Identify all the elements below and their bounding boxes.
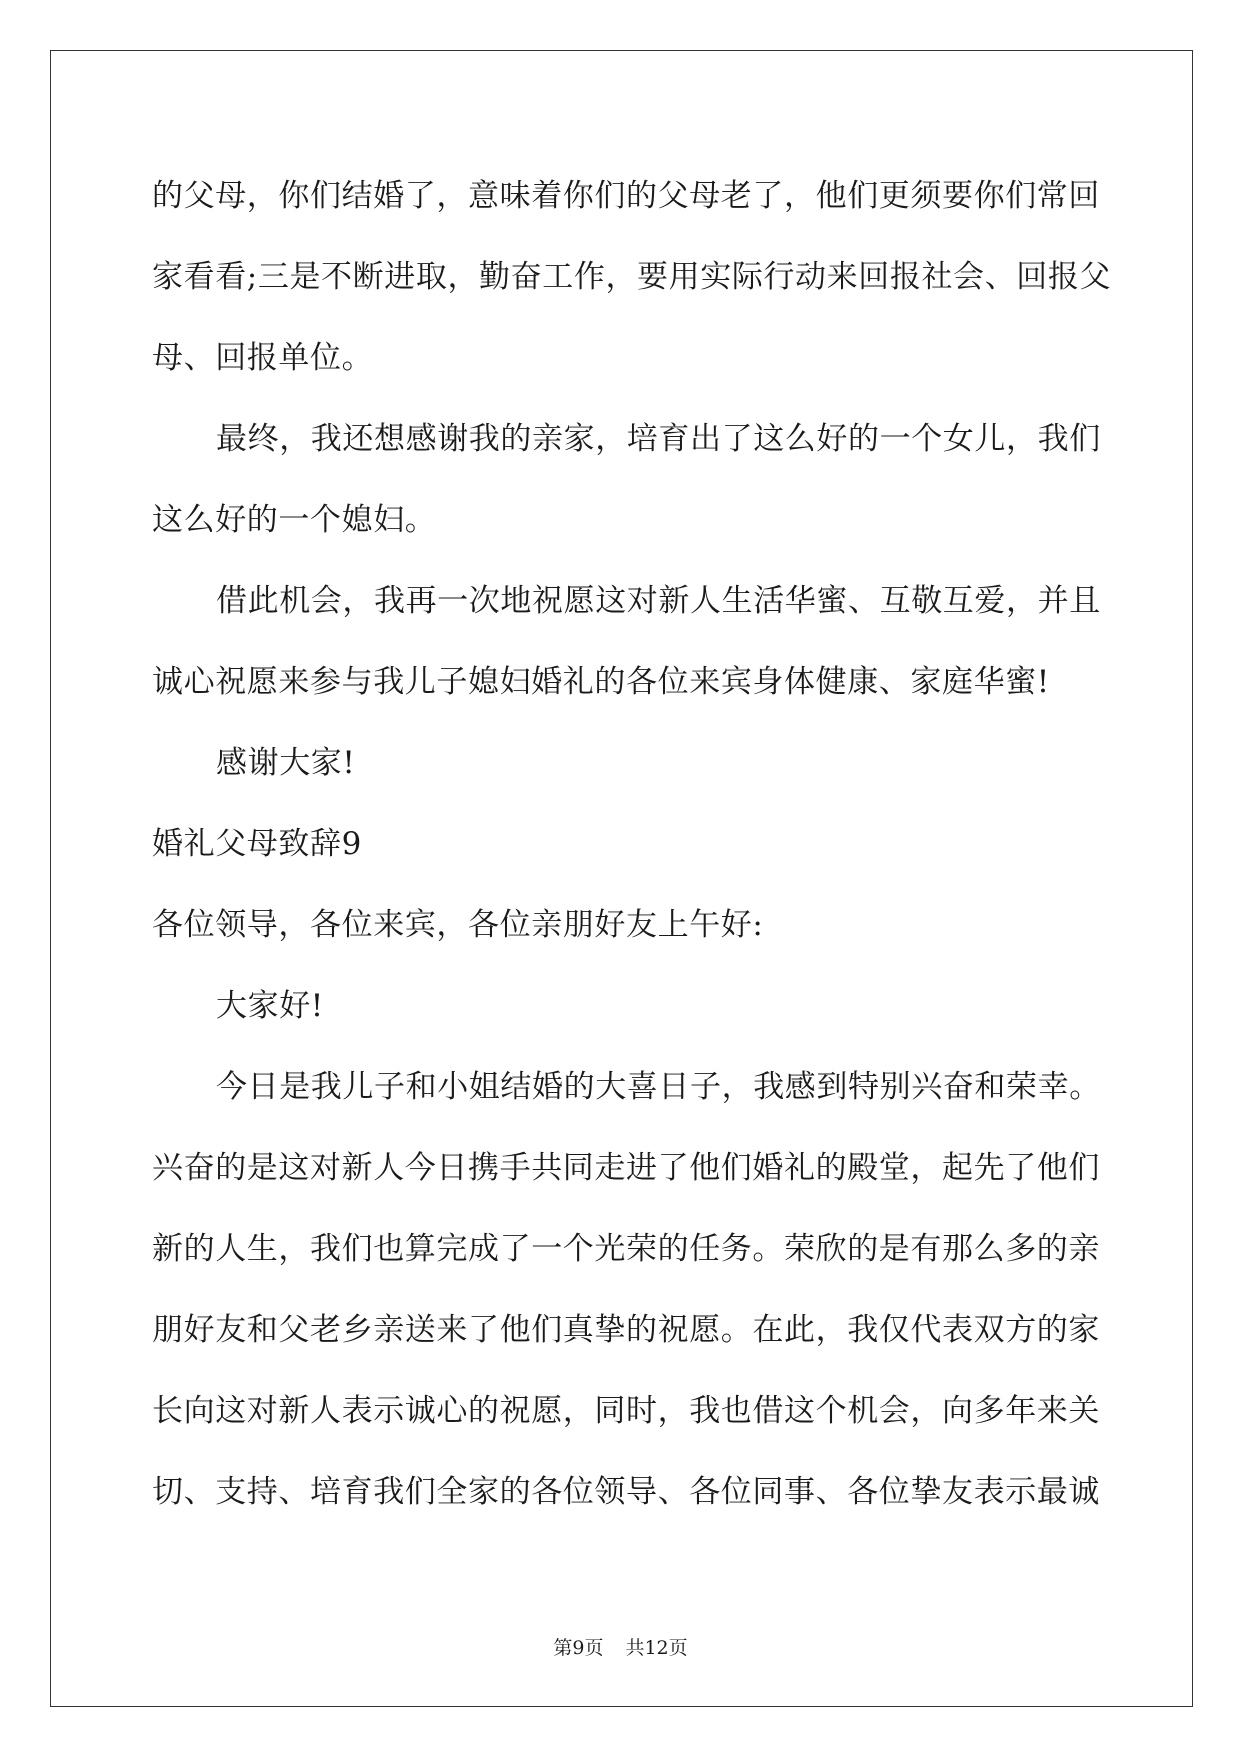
page-footer xyxy=(0,1636,1241,1660)
text-line: 家看看;三是不断进取，勤奋工作，要用实际行动来回报社会、回报父 xyxy=(152,259,1112,295)
text-line: 感谢大家! xyxy=(216,745,356,781)
text-line: 兴奋的是这对新人今日携手共同走进了他们婚礼的殿堂，起先了他们 xyxy=(152,1150,1100,1186)
text-line: 最终，我还想感谢我的亲家，培育出了这么好的一个女儿，我们 xyxy=(216,421,1101,457)
text-line: 今日是我儿子和小姐结婚的大喜日子，我感到特别兴奋和荣幸。 xyxy=(216,1069,1101,1105)
text-line: 长向这对新人表示诚心的祝愿，同时，我也借这个机会，向多年来关 xyxy=(152,1393,1100,1429)
section-heading: 婚礼父母致辞9 xyxy=(152,826,362,862)
salutation: 各位领导，各位来宾，各位亲朋好友上午好: xyxy=(152,907,764,943)
text-line: 母、回报单位。 xyxy=(152,340,374,376)
document-body xyxy=(152,156,1112,1533)
page-number: 第9页 xyxy=(553,1637,604,1659)
text-line: 这么好的一个媳妇。 xyxy=(152,502,437,538)
text-line: 新的人生，我们也算完成了一个光荣的任务。荣欣的是有那么多的亲 xyxy=(152,1231,1100,1267)
text-line: 大家好! xyxy=(216,988,324,1024)
text-line: 朋好友和父老乡亲送来了他们真挚的祝愿。在此，我仅代表双方的家 xyxy=(152,1312,1100,1348)
text-line: 诚心祝愿来参与我儿子媳妇婚礼的各位来宾身体健康、家庭华蜜! xyxy=(152,664,1050,700)
text-line: 的父母，你们结婚了，意味着你们的父母老了，他们更须要你们常回 xyxy=(152,178,1100,214)
text-line: 借此机会，我再一次地祝愿这对新人生活华蜜、互敬互爱，并且 xyxy=(216,583,1101,619)
page-total: 共12页 xyxy=(625,1637,688,1659)
text-line: 切、支持、培育我们全家的各位领导、各位同事、各位挚友表示最诚 xyxy=(152,1474,1100,1510)
